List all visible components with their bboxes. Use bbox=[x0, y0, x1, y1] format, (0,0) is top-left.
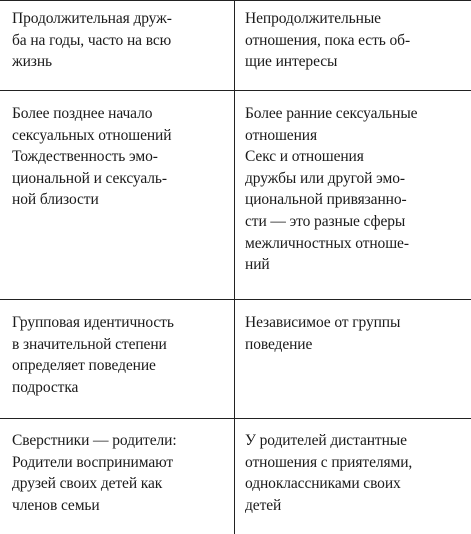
row-divider bbox=[0, 90, 471, 91]
row-divider bbox=[0, 299, 471, 300]
table-cell: Продолжительная друж- ба на годы, часто на всю жизнь bbox=[12, 10, 172, 71]
table-cell: Сверстники — родители: Родители воспринимают друзей своих детей как членов семьи bbox=[12, 432, 177, 514]
table-cell: Независимое от группы поведение bbox=[245, 314, 401, 353]
table-cell: Более ранние сексуальные отношения Секс и отношения дружбы или другой эмо- циональной привязанно- сти — это разные сферы межличностных отноше- ний bbox=[245, 105, 418, 274]
column-divider bbox=[234, 0, 235, 534]
table-cell: У родителей дистантные отношения с приятелями, одноклассниками своих детей bbox=[245, 432, 413, 514]
table-cell: Более позднее начало сексуальных отношений Тождественность эмо- циональной и сексуаль- ной близости bbox=[12, 105, 172, 209]
table-cell: Непродолжительные отношения, пока есть об- щие интересы bbox=[245, 10, 411, 71]
row-divider bbox=[0, 418, 471, 419]
table-cell: Групповая идентичность в значительной степени определяет поведение подростка bbox=[12, 314, 174, 396]
table-top-border bbox=[0, 0, 471, 1]
